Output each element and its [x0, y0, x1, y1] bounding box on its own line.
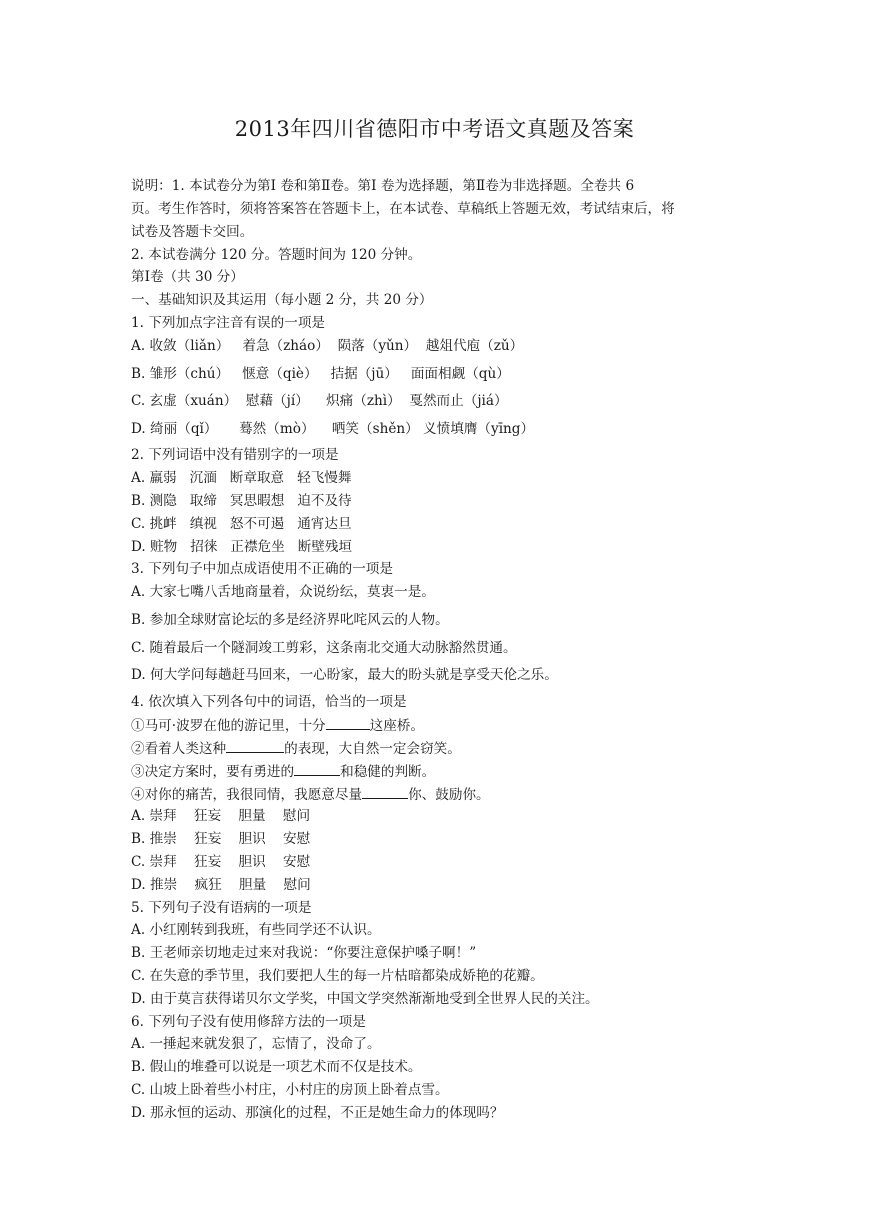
option-d: D. 那永恒的运动、那演化的过程，不正是她生命力的体现吗？: [131, 1105, 504, 1121]
sentence-part: ③决定方案时，要有勇进的: [131, 764, 295, 780]
option-c: C. 随着最后一个隧洞竣工剪彩，这条南北交通大动脉豁然贯通。: [131, 640, 517, 656]
option-b: B. 测隐 取缔 冥思暇想 迫不及待: [131, 493, 352, 509]
fill-sentence-2: [131, 738, 461, 759]
option-b: B. 参加全球财富论坛的多是经济界叱咤风云的人物。: [131, 612, 449, 628]
question-stem: 6. 下列句子没有使用修辞方法的一项是: [131, 1014, 366, 1030]
option-d: D. 赃物 招徕 正襟危坐 断壁残垣: [131, 539, 353, 555]
intro-line: 说明：1. 本试卷分为第Ⅰ 卷和第Ⅱ卷。第Ⅰ 卷为选择题，第Ⅱ卷为非选择题。全卷共 6: [131, 178, 635, 194]
option-d: D. 推崇 疯狂 胆量 慰问: [131, 877, 311, 893]
question-stem: 1. 下列加点字注音有误的一项是: [131, 315, 326, 331]
fill-blank: [226, 738, 284, 753]
option-b: B. 王老师亲切地走过来对我说：“你要注意保护嗓子啊！”: [131, 945, 477, 961]
option-a: A. 一捶起来就发狠了，忘情了，没命了。: [131, 1036, 381, 1052]
option-c: C. 山坡上卧着些小村庄，小村庄的房顶上卧着点雪。: [131, 1082, 449, 1098]
intro-line: 页。考生作答时，须将答案答在答题卡上，在本试卷、草稿纸上答题无效，考试结束后，将: [131, 201, 675, 217]
sentence-part: 这座桥。: [369, 718, 425, 734]
section-heading: 一、基础知识及其运用（每小题 2 分，共 20 分）: [131, 292, 433, 308]
question-stem: 2. 下列词语中没有错别字的一项是: [131, 447, 339, 463]
sentence-part: 的表现，大自然一定会窃笑。: [284, 741, 461, 757]
question-stem: 5. 下列句子没有语病的一项是: [131, 900, 312, 916]
option-a: A. 收敛（liǎn） 着急（zháo） 陨落（yǔn） 越俎代庖（zǔ）: [131, 338, 524, 354]
question-stem: 3. 下列句子中加点成语使用不正确的一项是: [131, 561, 393, 577]
option-a: A. 崇拜 狂妄 胆量 慰问: [131, 808, 311, 824]
option-c: C. 在失意的季节里，我们要把人生的每一片枯暗都染成娇艳的花瓣。: [131, 968, 544, 984]
sentence-part: ②看着人类这种: [131, 741, 227, 757]
option-b: B. 雏形（chú） 惬意（qiè） 拮据（jū） 面面相觑（qù）: [131, 366, 510, 382]
option-c: C. 挑衅 缜视 怒不可遏 通宵达旦: [131, 516, 352, 532]
intro-line: 试卷及答题卡交回。: [131, 224, 254, 240]
fill-blank: [362, 784, 408, 799]
sentence-part: 你、鼓励你。: [408, 787, 490, 803]
intro-line: 2. 本试卷满分 120 分。答题时间为 120 分钟。: [131, 247, 422, 263]
fill-sentence-3: [131, 761, 435, 782]
option-c: C. 玄虚（xuán） 慰藉（jí） 炽痛（zhì） 戛然而止（jiá）: [131, 393, 508, 409]
option-b: B. 假山的堆叠可以说是一项艺术而不仅是技术。: [131, 1059, 422, 1075]
option-c: C. 崇拜 狂妄 胆识 安慰: [131, 854, 311, 870]
option-b: B. 推崇 狂妄 胆识 安慰: [131, 831, 311, 847]
fill-blank: [294, 761, 340, 776]
option-a: A. 大家七嘴八舌地商量着，众说纷纭，莫衷一是。: [131, 584, 435, 600]
fill-blank: [326, 715, 370, 730]
sentence-part: ①马可·波罗在他的游记里，十分: [131, 718, 326, 734]
option-d: D. 绮丽（qǐ） 蓦然（mò） 哂笑（shěn） 义愤填膺（yīng）: [131, 421, 535, 437]
option-a: A. 羸弱 沉湎 断章取意 轻飞慢舞: [131, 470, 352, 486]
fill-sentence-1: [131, 715, 424, 736]
document-title: 2013年四川省德阳市中考语文真题及答案: [234, 117, 635, 141]
option-d: D. 何大学问每趟赶马回来，一心盼家，最大的盼头就是享受天伦之乐。: [131, 667, 558, 683]
question-stem: 4. 依次填入下列各句中的词语，恰当的一项是: [131, 694, 407, 710]
fill-sentence-4: [131, 784, 490, 805]
sentence-part: ④对你的痛苦，我很同情，我愿意尽量: [131, 787, 363, 803]
sentence-part: 和稳健的判断。: [340, 764, 436, 780]
option-a: A. 小红刚转到我班，有些同学还不认识。: [131, 922, 381, 938]
section-heading: 第Ⅰ卷（共 30 分）: [131, 269, 244, 285]
option-d: D. 由于莫言获得诺贝尔文学奖，中国文学突然渐渐地受到全世界人民的关注。: [131, 991, 599, 1007]
